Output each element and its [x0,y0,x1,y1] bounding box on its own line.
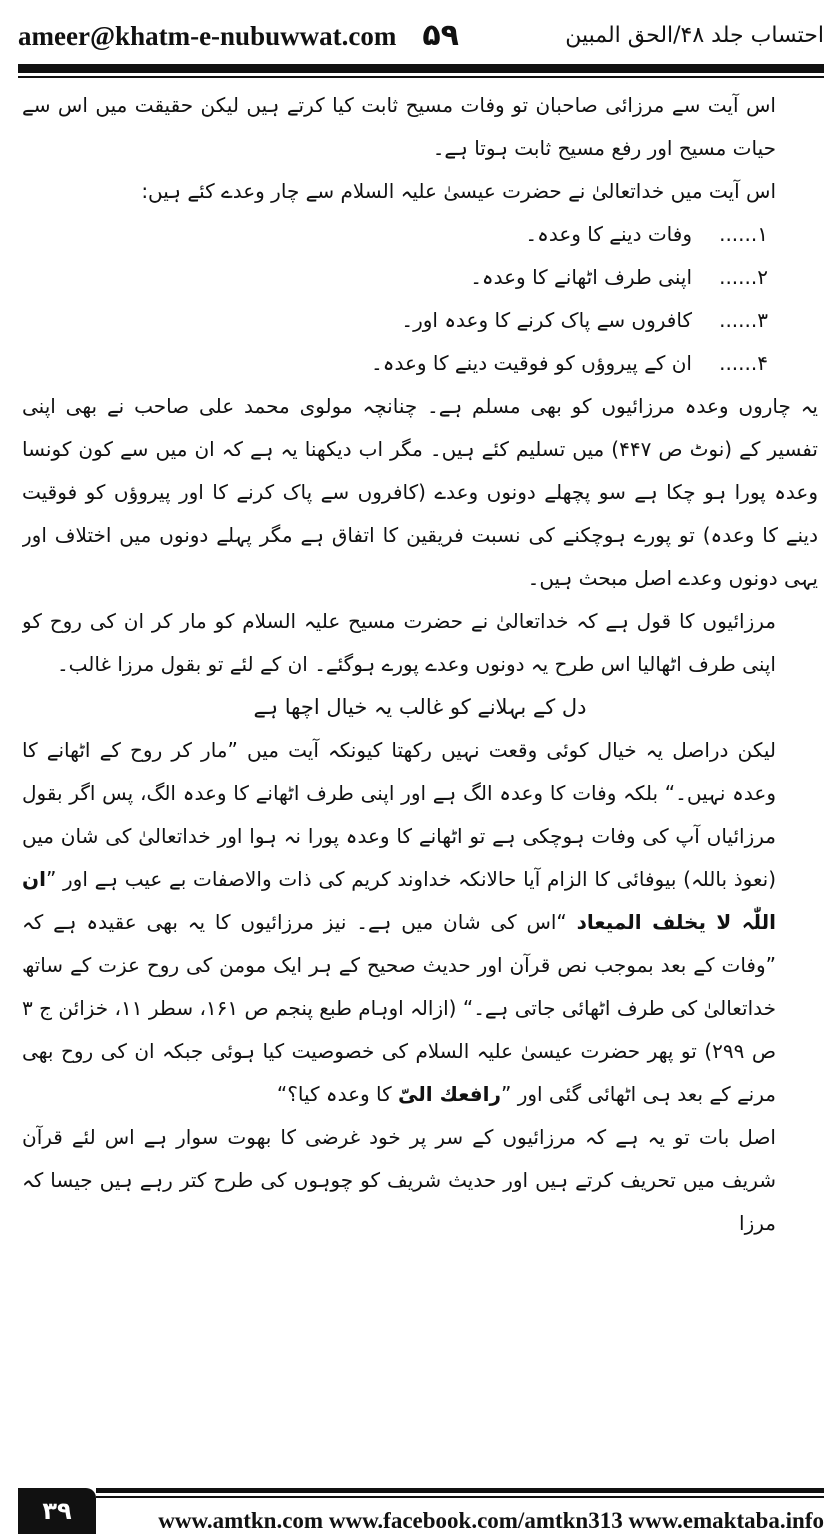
paragraph-5-part-a: لیکن دراصل یہ خیال کوئی وقعت نہیں رکھتا کیونکہ آیت میں ”مار کر روح کے اٹھانے کا وعدہ نہیں۔“ بلکہ وفات کا وعدہ الگ ہے اور اپنی طرف اٹھانے کا وعدہ الگ، پس اگر بقول مرزائیاں آپ کی وفات ہوچکی ہے تو اٹھانے کا وعدہ پورا نہ ہوا اور خداتعالیٰ کی شان میں (نعوذ باللہ) بیوفائی کا الزام آیا حالانکہ خداوند کریم کی ذات والاصفات بے عیب ہے اور ” [22,738,776,891]
page-footer [18,1488,824,1534]
page-body [22,84,818,1468]
list-number: ۳...... [719,308,768,332]
quran-quote: ان اللّٰہ لا یخلف المیعاد [22,867,776,934]
header-rule-thin [18,76,824,78]
paragraph-5-part-b: “اس کی شان میں ہے۔ نیز مرزائیوں کا یہ بھی عقیدہ ہے کہ ”وفات کے بعد بموجب نص قرآن اور حدیث صحیح کے ہر ایک مومن کی روح عزت کے ساتھ خداتعالیٰ کی طرف اٹھائی جاتی ہے۔“ (ازالہ اوہام طبع پنجم ص ۱۶۱، سطر ۱۱، خزائن ج ۳ ص ۲۹۹) تو پھر حضرت عیسیٰ علیہ السلام کی خصوصیت کیا ہوئی جبکہ ان کی روح بھی مرنے کے بعد ہی اٹھائی گئی اور ” [22,910,777,1106]
running-title: احتساب جلد ۴۸/الحق المبین [565,22,824,48]
list-text: وفات دینے کا وعدہ۔ [525,222,692,246]
list-item-3 [22,299,818,342]
list-text: کافروں سے پاک کرنے کا وعدہ اور۔ [401,308,692,332]
header-page-number: ۵۹ [422,17,459,53]
footer-bar [96,1488,824,1534]
paragraph-2: اس آیت میں خداتعالیٰ نے حضرت عیسیٰ علیہ السلام سے چار وعدے کئے ہیں: [141,179,776,203]
list-text: اپنی طرف اٹھانے کا وعدہ۔ [470,265,692,289]
list-item-1 [22,213,818,256]
footer-rule-thin [96,1496,824,1498]
verse-line: دل کے بہلانے کو غالب یہ خیال اچھا ہے [253,695,587,719]
page-header [18,10,824,60]
footer-page-number: ۳۹ [18,1488,96,1534]
header-rule-thick [18,64,824,73]
list-item-2 [22,256,818,299]
paragraph-1: اس آیت سے مرزائی صاحبان تو وفات مسیح ثابت کیا کرتے ہیں لیکن حقیقت میں اس سے حیات مسیح اور رفع مسیح ثابت ہوتا ہے۔ [22,93,776,160]
paragraph-4: مرزائیوں کا قول ہے کہ خداتعالیٰ نے حضرت مسیح علیہ السلام کو مار کر ان کی روح کو اپنی طرف اٹھالیا اس طرح یہ دونوں وعدے پورے ہوگئے۔ ان کے لئے تو بقول مرزا غالب۔ [22,609,776,676]
paragraph-5 [22,729,818,1116]
list-text: ان کے پیروؤں کو فوقیت دینے کا وعدہ۔ [371,351,692,375]
footer-links[interactable]: www.amtkn.com www.facebook.com/amtkn313 www.emaktaba.info [158,1508,824,1533]
paragraph-5-part-c: کا وعدہ کیا؟“ [276,1082,399,1106]
list-number: ۱...... [719,222,768,246]
list-item-4 [22,342,818,385]
quran-quote-2: رافعك الیّ [398,1082,501,1106]
header-left [18,18,459,53]
paragraph-6: اصل بات تو یہ ہے کہ مرزائیوں کے سر پر خود غرضی کا بھوت سوار ہے اس لئے قرآن شریف میں تحریف کرتے ہیں اور حدیث شریف کو چوہوں کی طرح کتر رہے ہیں جیسا کہ مرزا [22,1125,776,1235]
list-number: ۲...... [719,265,768,289]
footer-rule-thick [96,1488,824,1493]
header-email: ameer@khatm-e-nubuwwat.com [18,20,397,51]
list-number: ۴...... [719,351,768,375]
paragraph-3: یہ چاروں وعدہ مرزائیوں کو بھی مسلم ہے۔ چنانچہ مولوی محمد علی صاحب نے بھی اپنی تفسیر کے (نوٹ ص ۴۴۷) میں تسلیم کئے ہیں۔ مگر اب دیکھنا یہ ہے کہ ان میں سے کون کونسا وعدہ پورا ہو چکا ہے سو پچھلے دونوں وعدے (کافروں سے پاک کرنے کا اور پیروؤں کو فوقیت دینے کا وعدہ) تو پورے ہوچکنے کی نسبت فریقین کا اتفاق ہے مگر پہلے دونوں میں اختلاف اور یہی دونوں وعدے اصل مبحث ہیں۔ [22,394,818,590]
